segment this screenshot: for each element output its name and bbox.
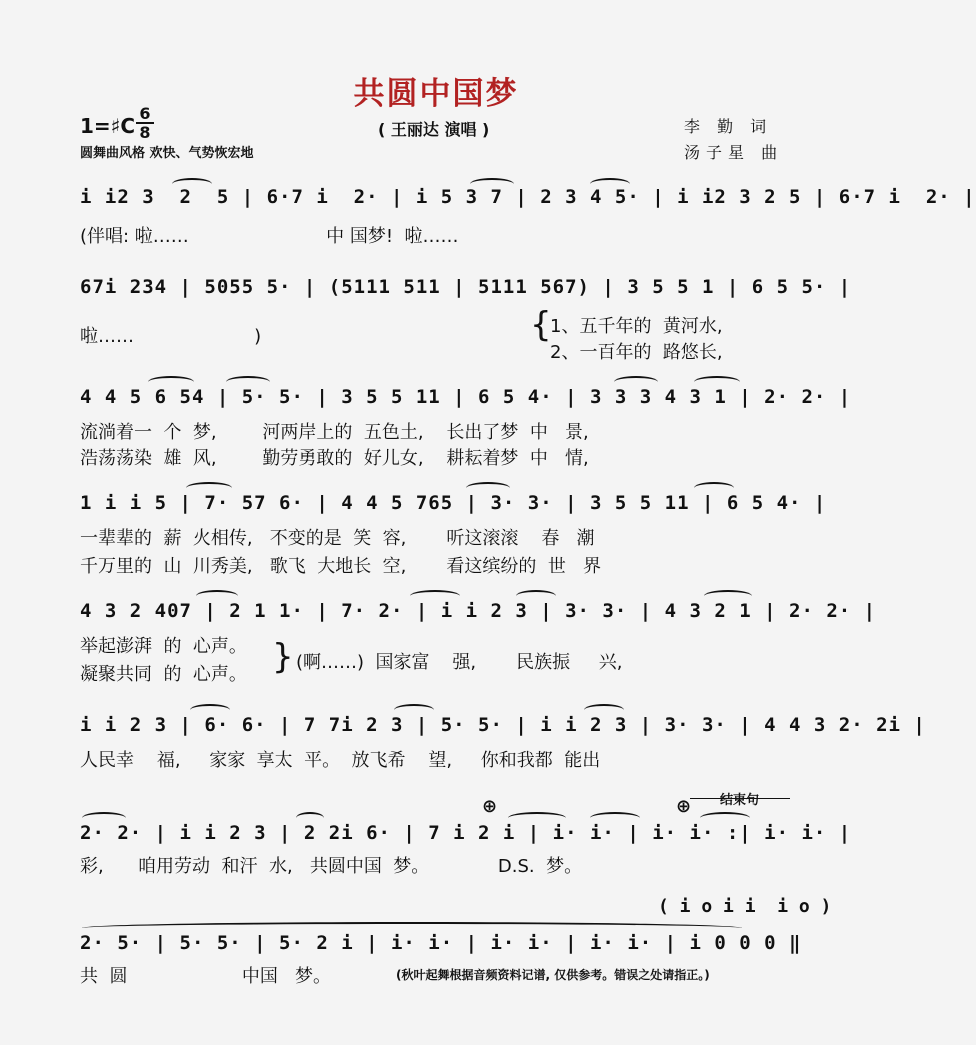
slur bbox=[82, 812, 126, 824]
verse-brace: { bbox=[530, 305, 552, 345]
slur bbox=[172, 178, 212, 190]
slur bbox=[584, 704, 624, 716]
notes-row-1: i i2 3 2 5 | 6·7 i 2· | i 5 3 7 | 2 3 4 5· | i i2 3 2 5 | 6·7 i 2· | bbox=[80, 186, 976, 208]
slur bbox=[394, 704, 434, 716]
verse-merge-brace: } bbox=[272, 637, 294, 677]
coda-icon: ⊕ bbox=[676, 796, 692, 817]
slur bbox=[508, 812, 566, 824]
lyric-row-3b: 浩荡荡染 雄 风, 勤劳勇敢的 好儿女, 耕耘着梦 中 情, bbox=[80, 448, 589, 469]
slur bbox=[148, 376, 194, 388]
long-slur bbox=[82, 922, 742, 934]
key-signature: 1=♯C bbox=[80, 114, 136, 138]
slur bbox=[704, 590, 752, 602]
verse-1-line: 1、五千年的 黄河水, bbox=[550, 316, 723, 337]
slur bbox=[296, 812, 324, 824]
notes-row-2: 67i 234 | 5055 5· | (5111 511 | 5111 567) | 3 5 5 1 | 6 5 5· | bbox=[80, 276, 852, 298]
composer-credit: 汤子星 曲 bbox=[684, 143, 784, 162]
verse-2-line: 2、一百年的 路悠长, bbox=[550, 342, 723, 363]
notes-row-7: 2· 2· | i i 2 3 | 2 2i 6· | 7 i 2 i | i· i· | i· i· :| i· i· | bbox=[80, 822, 852, 844]
lyricist-credit: 李 勤 词 bbox=[684, 117, 773, 136]
slur bbox=[470, 178, 514, 190]
notes-row-8: 2· 5· | 5· 5· | 5· 2 i | i· i· | i· i· | i· i· | i 0 0 0 ‖ bbox=[80, 932, 802, 954]
lyric-row-2: 啦…… ) bbox=[80, 326, 319, 347]
notes-row-3: 4 4 5 6 54 | 5· 5· | 3 5 5 11 | 6 5 4· | 3 3 3 4 3 1 | 2· 2· | bbox=[80, 386, 852, 408]
lyric-row-4a: 一辈辈的 薪 火相传, 不变的是 笑 容, 听这滚滚 春 潮 bbox=[80, 528, 595, 549]
lyric-row-3a: 流淌着一 个 梦, 河两岸上的 五色土, 长出了梦 中 景, bbox=[80, 422, 589, 443]
segno-icon: ⊕ bbox=[482, 796, 498, 817]
slur bbox=[700, 812, 750, 824]
coda-phrase: ( i o i i i o ) bbox=[658, 896, 832, 917]
ending-label: 结束句 bbox=[720, 793, 760, 808]
ending-line bbox=[690, 798, 790, 799]
lyric-row-6: 人民幸 福, 家家 享太 平。 放飞希 望, 你和我都 能出 bbox=[80, 750, 601, 771]
lyric-row-4b: 千万里的 山 川秀美, 歌飞 大地长 空, 看这缤纷的 世 界 bbox=[80, 556, 602, 577]
lyric-row-8: 共 圆 中国 梦。 bbox=[80, 966, 332, 987]
lyric-row-5a: 举起澎湃 的 心声。 bbox=[80, 636, 247, 657]
time-signature bbox=[136, 106, 154, 140]
meter-top: 6 bbox=[139, 104, 151, 123]
slur bbox=[590, 812, 640, 824]
slur bbox=[226, 376, 270, 388]
slur bbox=[590, 178, 630, 190]
slur bbox=[190, 704, 230, 716]
singer-credit: ( 王丽达 演唱 ) bbox=[378, 120, 490, 139]
lyric-row-1: (伴唱: 啦…… 中 国梦! 啦…… bbox=[80, 226, 459, 247]
slur bbox=[694, 482, 734, 494]
style-marking: 圆舞曲风格 欢快、气势恢宏地 bbox=[80, 146, 254, 161]
footnote: (秋叶起舞根据音频资料记谱, 仅供参考。错误之处请指正。) bbox=[396, 968, 710, 982]
notes-row-6: i i 2 3 | 6· 6· | 7 7i 2 3 | 5· 5· | i i 2 3 | 3· 3· | 4 4 3 2· 2i | bbox=[80, 714, 926, 736]
slur bbox=[186, 482, 232, 494]
song-title: 共圆中国梦 bbox=[353, 76, 519, 112]
slur bbox=[196, 590, 238, 602]
slur bbox=[614, 376, 658, 388]
notes-row-5: 4 3 2 407 | 2 1 1· | 7· 2· | i i 2 3 | 3· 3· | 4 3 2 1 | 2· 2· | bbox=[80, 600, 877, 622]
lyric-row-5b: 凝聚共同 的 心声。 bbox=[80, 664, 247, 685]
notes-row-4: 1 i i 5 | 7· 57 6· | 4 4 5 765 | 3· 3· | 3 5 5 11 | 6 5 4· | bbox=[80, 492, 827, 514]
slur bbox=[466, 482, 510, 494]
lyric-row-7: 彩, 咱用劳动 和汗 水, 共圆中国 梦。 D.S. 梦。 bbox=[80, 856, 583, 877]
lyric-row-5-refrain: (啊……) 国家富 强, 民族振 兴, bbox=[296, 652, 623, 673]
slur bbox=[516, 590, 556, 602]
slur bbox=[694, 376, 740, 388]
meter-bottom: 8 bbox=[139, 123, 151, 142]
slur bbox=[410, 590, 460, 602]
